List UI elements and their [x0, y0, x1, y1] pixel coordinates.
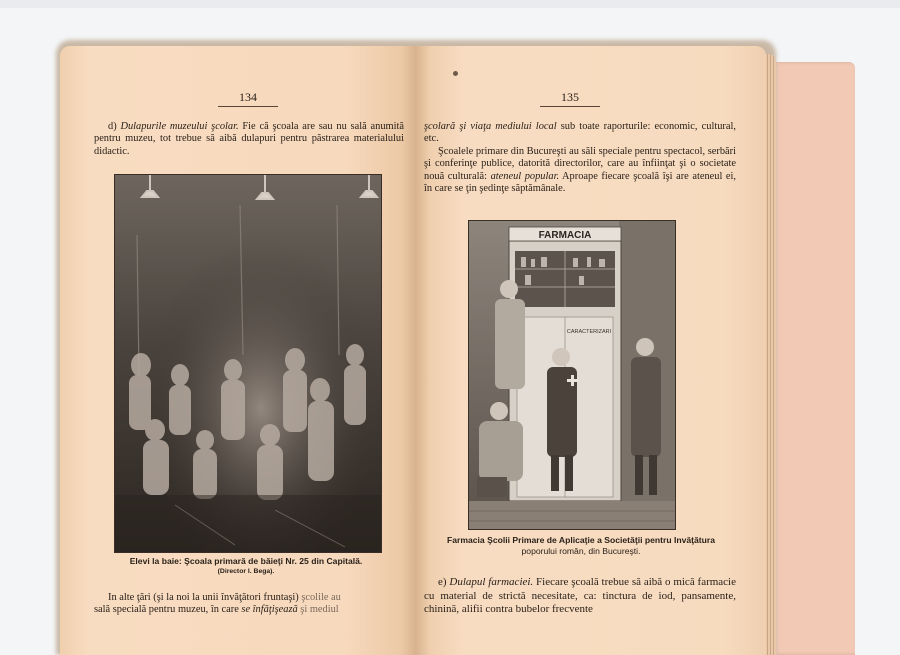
right-page-number: 135 — [540, 90, 600, 107]
section-title-farmacie: Dulapul farmaciei. — [449, 576, 534, 588]
right-page — [416, 46, 766, 655]
photo-elevi-la-baie — [114, 174, 382, 553]
left-page — [60, 46, 416, 655]
scanner-edge — [0, 0, 900, 8]
photo-farmacia — [468, 220, 676, 530]
right-photo-caption: Farmacia Şcolii Primare de Aplicaţie a Societăţii pentru Invăţătura poporului român, din Bucureşti. — [446, 535, 716, 556]
section-title-muzeu: Dulapurile muzeului şcolar. — [120, 121, 239, 132]
left-bottom-paragraph: In alte ţări (şi la noi la unii învăţători fruntaşi) şcolile au sală specială pentru muzeu, în care se înfăţişează şi mediul — [94, 592, 341, 616]
left-top-paragraph: d) Dulapurile muzeului şcolar. Fie că şcoala are sau nu sală anumită pentru muzeu, tot trebue să aibă dulapuri pentru păstrarea materialului didactic. — [94, 121, 404, 157]
farmacia-sign: FARMACIA — [538, 230, 592, 241]
cabinet-label: CARACTERIZARI — [566, 329, 612, 335]
right-bottom-paragraph: e) Dulapul farmaciei. Fiecare şcoală trebue să aibă o mică farmacie cu material de strictă necesitate, ca: tinctura de iod, pansamente, chinină, alifii contra bubelor frecvente — [424, 576, 737, 615]
right-top-paragraph: şcolară şi viaţa mediului local sub toate raporturile: economic, cultural, etc. Şcoalele primare din Bucureşti au săli speciale pentru spectacol, serbări şi conferinţe publice, datorită directorilor, care au înfiinţat şi o societate nouă culturală: ateneul popular. Aproape fiecare şcoală îşi are ateneul ei, în care se ţin şedinţe săptămânale. — [424, 121, 736, 195]
paper-spot — [453, 71, 458, 76]
left-page-number: 134 — [218, 90, 278, 107]
left-photo-caption: Elevi la baie: Şcoala primară de băieţi Nr. 25 din Capitală. (Director I. Bega). — [129, 556, 363, 575]
